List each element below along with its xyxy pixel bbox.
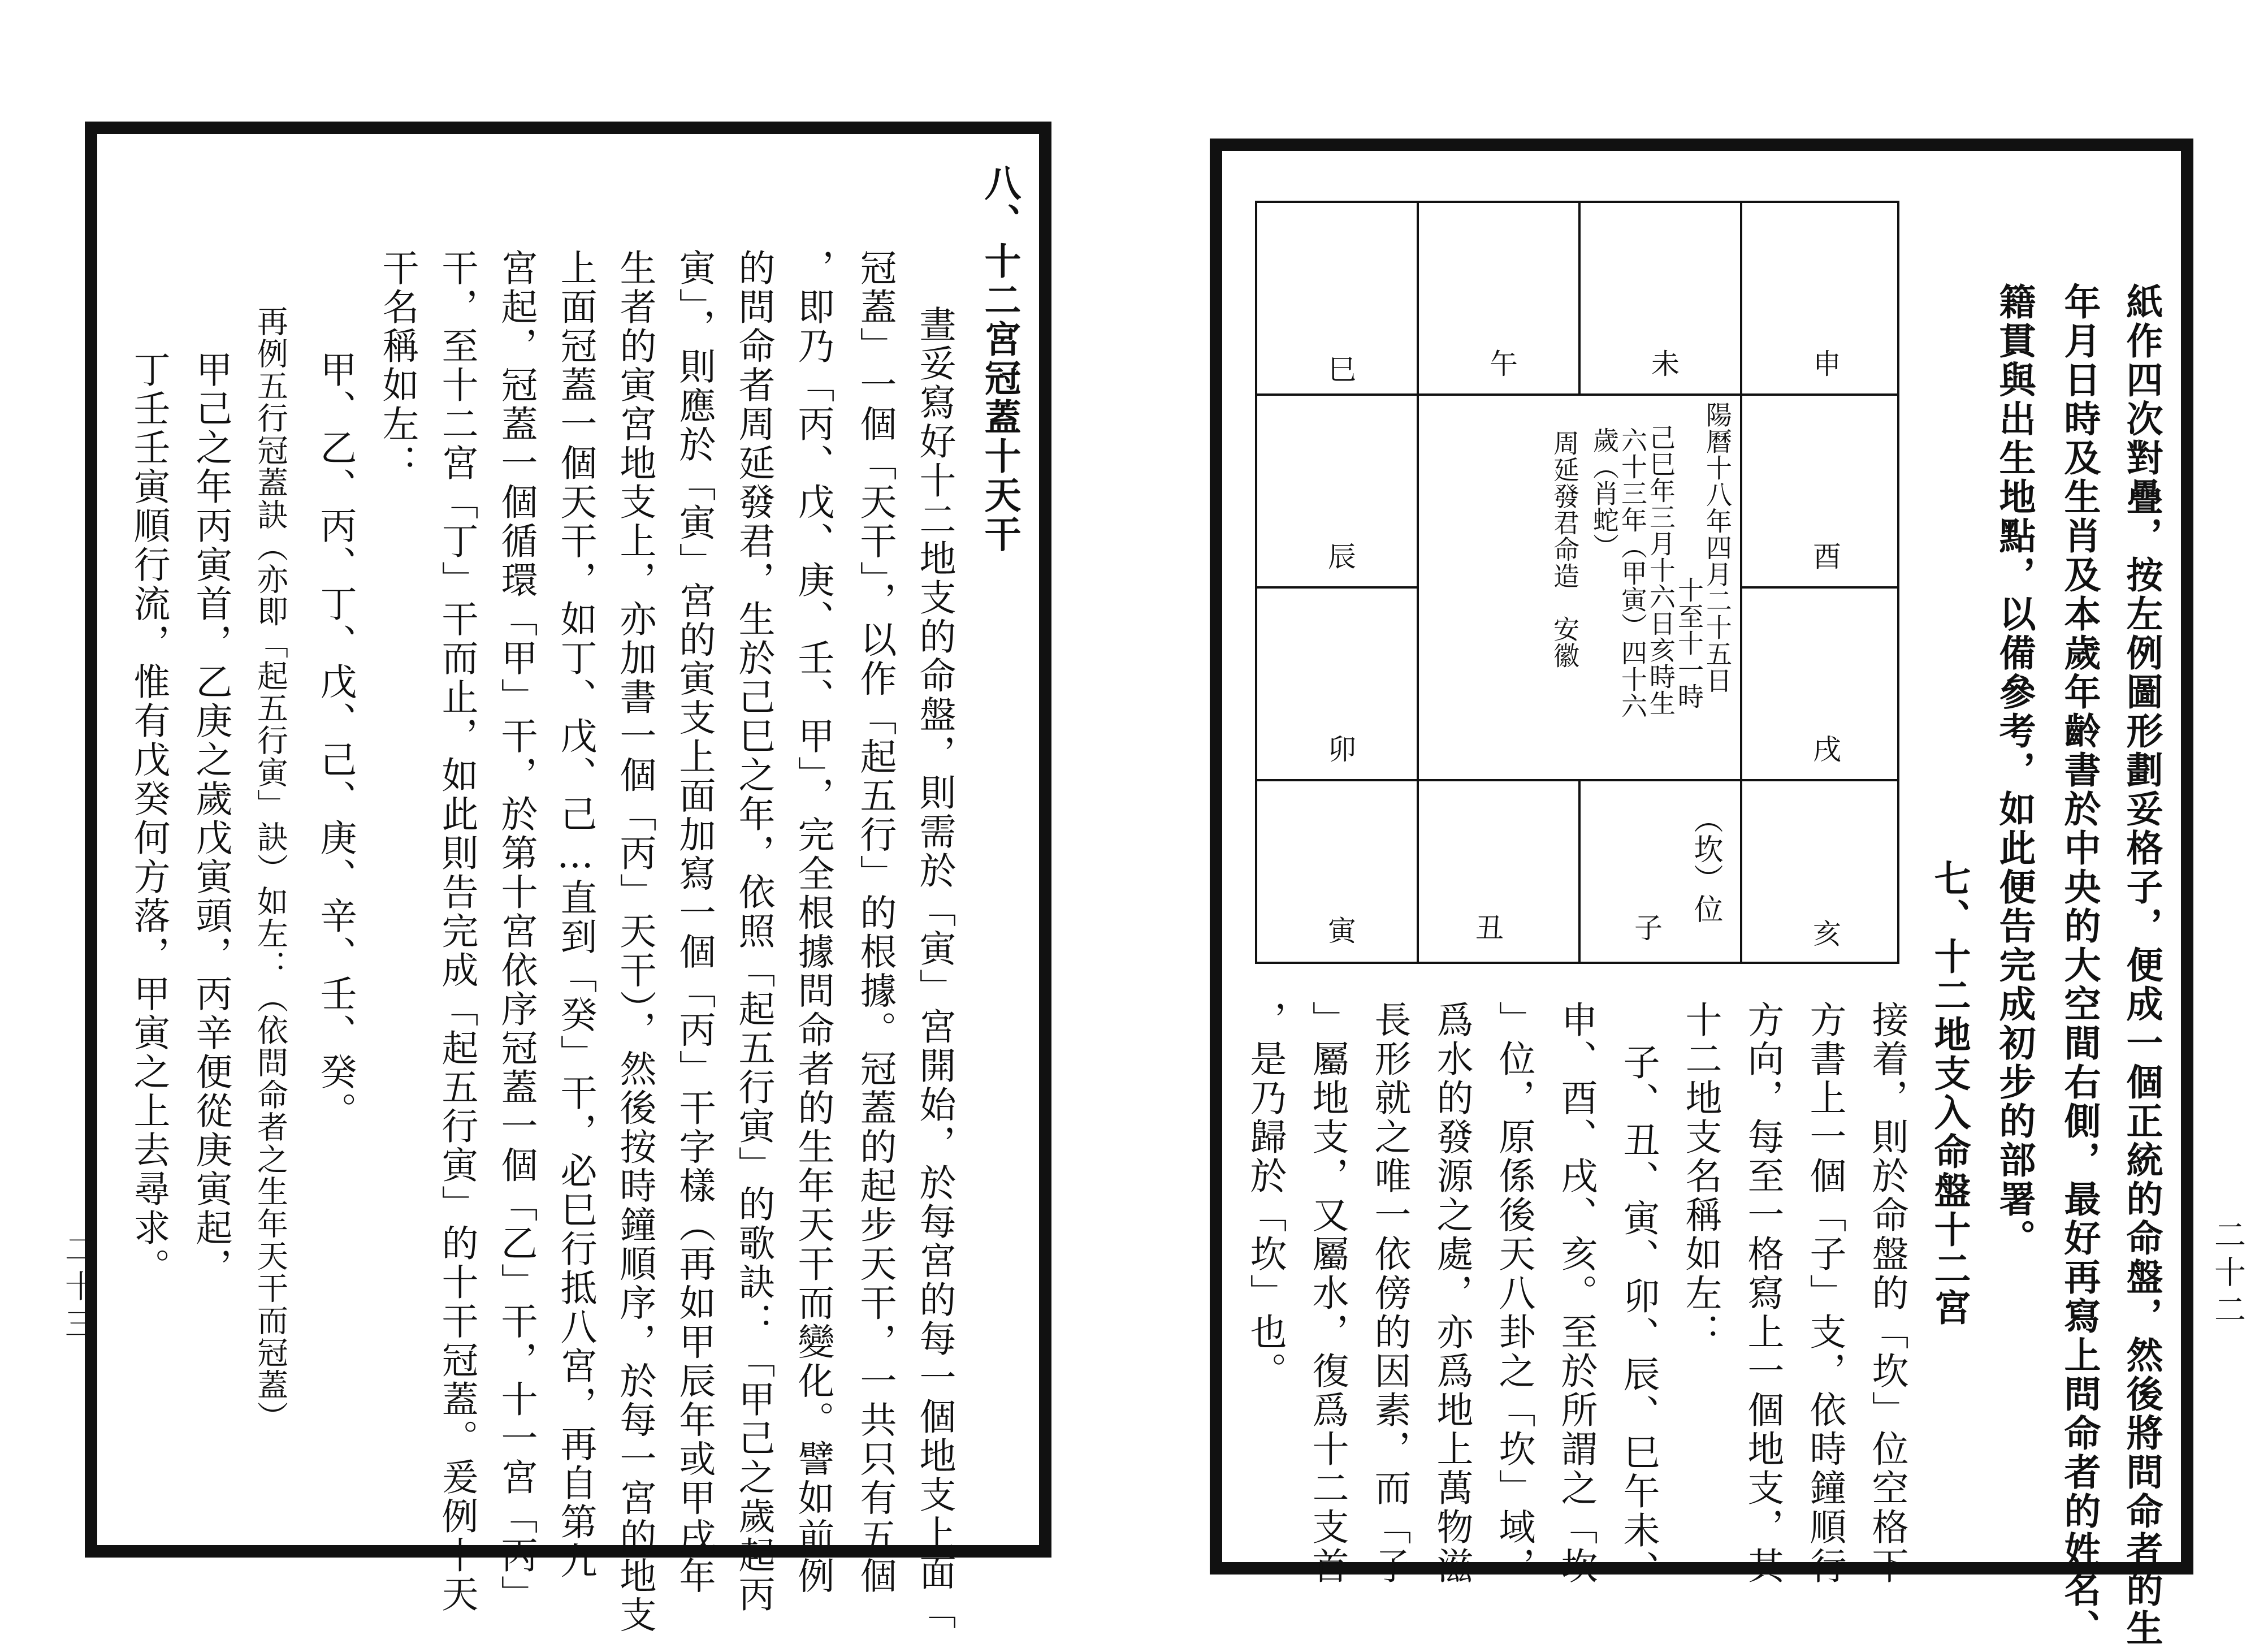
kan-position-label: （坎）位 xyxy=(1689,804,1722,924)
left-col-14: 丁壬壬寅順行流，惟有戊癸何方落，甲寅之上去尋求。 xyxy=(127,351,170,1287)
branch-label: 丑 xyxy=(1475,912,1504,945)
branch-label: 卯 xyxy=(1328,733,1356,766)
chart-cell-yin xyxy=(1255,779,1419,964)
branch-label: 申 xyxy=(1813,348,1841,380)
right-body-col-4: 十二地支名稱如左： xyxy=(1679,1001,1721,1352)
left-col-1: 晝妥寫好十二地支的命盤，則需於「寅」宮開始，於每宮的每一個地支上面「 xyxy=(913,305,955,1632)
left-col-11: 甲、乙、丙、丁、戊、己、庚、辛、壬、癸。 xyxy=(314,351,356,1131)
center-time-note: 十至十一時 xyxy=(1674,577,1704,710)
right-body-col-8: 爲水的發源之處，亦爲地上萬物滋 xyxy=(1430,1001,1473,1586)
chart-cell-si xyxy=(1255,201,1419,396)
destiny-chart xyxy=(1255,201,1899,964)
chart-cell-wei xyxy=(1578,201,1742,396)
branch-label: 未 xyxy=(1651,348,1680,380)
branch-label: 戌 xyxy=(1813,733,1841,766)
left-col-5: 寅」，則應於「寅」宮的寅支上面加寫一個「丙」干字樣（再如甲辰年或甲戌年 xyxy=(673,249,715,1596)
branch-label: 酉 xyxy=(1813,540,1841,573)
chart-cell-you xyxy=(1740,393,1899,589)
right-heading: 七、十二地支入命盤十二宮 xyxy=(1928,859,1971,1327)
right-body-col-1: 接着，則於命盤的「坎」位空格下 xyxy=(1866,1001,1908,1586)
left-col-8: 宮起，冠蓋一個循環「甲」干，於第十宮依序冠蓋一個「乙」干，十一宮「丙」 xyxy=(495,249,537,1614)
right-intro-col-2: 年月日時及生肖及本歲年齡書於中央的大空間右側，最好再寫上問命者的姓名、 xyxy=(2058,283,2101,1648)
right-body-col-2: 方書上一個「子」支，依時鐘順行 xyxy=(1803,1001,1846,1586)
left-col-4: 的問命者周延發君，生於己巳之年，依照「起五行寅」的歌訣：「甲己之歲起丙 xyxy=(732,249,774,1614)
right-body-col-11: ，是乃歸於「坎」也。 xyxy=(1244,1001,1286,1391)
right-intro-col-3: 籍貫與出生地點，以備參考，如此便告完成初步的部署。 xyxy=(1993,283,2036,1258)
left-col-3: ，即乃「丙、戊、庚、壬、甲」，完全根據問命者的生年天干而變化。譬如前例 xyxy=(791,249,834,1596)
left-col-7: 上面冠蓋一個天干，如丁、戊、己…直到「癸」干，必巳行抵八宮，再自第九 xyxy=(554,249,596,1581)
right-body-col-6: 申、酉、戌、亥。至於所謂之「坎 xyxy=(1555,1001,1597,1586)
chart-center xyxy=(1417,393,1742,781)
center-col-3: 六十三年（甲寅）四十六 xyxy=(1617,427,1648,719)
branch-label: 子 xyxy=(1634,912,1663,945)
branch-label: 寅 xyxy=(1328,915,1356,948)
left-heading: 八、十二宮冠蓋十天干 xyxy=(978,164,1021,554)
chart-cell-wu xyxy=(1417,201,1581,396)
chart-cell-chou xyxy=(1417,779,1581,964)
chart-cell-xu xyxy=(1740,586,1899,781)
chart-cell-mao xyxy=(1255,586,1419,781)
left-col-9: 干，至十二宮「丁」干而止，如此則告完成「起五行寅」的十干冠蓋。爰例十天 xyxy=(435,249,478,1614)
right-body-col-5: 子、丑、寅、卯、辰、巳午未、 xyxy=(1617,1043,1659,1589)
right-body-col-3: 方向，每至一格寫上一個地支，其 xyxy=(1741,1001,1784,1586)
branch-label: 巳 xyxy=(1328,353,1356,386)
chart-cell-hai xyxy=(1740,779,1899,964)
left-col-2: 冠蓋」一個「天干」，以作「起五行」的根據。冠蓋的起步天干，一共只有五個 xyxy=(854,249,896,1596)
right-body-col-7: 」位，原係後天八卦之「坎」域， xyxy=(1492,1001,1535,1586)
left-page-number: 二十三 xyxy=(60,1232,97,1344)
branch-label: 辰 xyxy=(1328,540,1356,573)
center-col-5: 周延發君命造 安徽 xyxy=(1549,430,1580,669)
right-body-col-9: 長形就之唯一依傍的因素，而「子 xyxy=(1368,1001,1410,1586)
chart-cell-shen xyxy=(1740,201,1899,396)
branch-label: 午 xyxy=(1490,348,1518,380)
left-col-13: 甲己之年丙寅首，乙庚之歲戊寅頭，丙辛便從庚寅起， xyxy=(189,351,232,1287)
right-intro-col-1: 紙作四次對疊，按左例圖形劃妥格子，便成一個正統的命盤，然後將問命者的生 xyxy=(2120,283,2163,1648)
center-col-1: 陽曆十八年四月二十五日 xyxy=(1702,401,1733,694)
chart-cell-chen xyxy=(1255,393,1419,589)
right-body-col-10: 」屬地支，又屬水，復爲十二支首 xyxy=(1306,1001,1348,1586)
center-col-4: 歲（肖蛇） xyxy=(1589,427,1620,560)
left-col-6: 生者的寅宮地支上，亦加書一個「丙」天干），然後按時鐘順序，於每一宮的地支 xyxy=(613,249,656,1635)
left-col-10: 干名稱如左： xyxy=(376,249,418,483)
right-page-number: 二十二 xyxy=(2209,1218,2246,1330)
left-col-12: 再例五行冠蓋訣（亦即「起五行寅」訣）如左：（依問命者之生年天干而冠蓋） xyxy=(252,305,288,1433)
center-col-2: 己巳年三月十六日亥時生 xyxy=(1646,424,1676,716)
chart-cell-zi xyxy=(1578,779,1742,964)
branch-label: 亥 xyxy=(1813,918,1841,950)
